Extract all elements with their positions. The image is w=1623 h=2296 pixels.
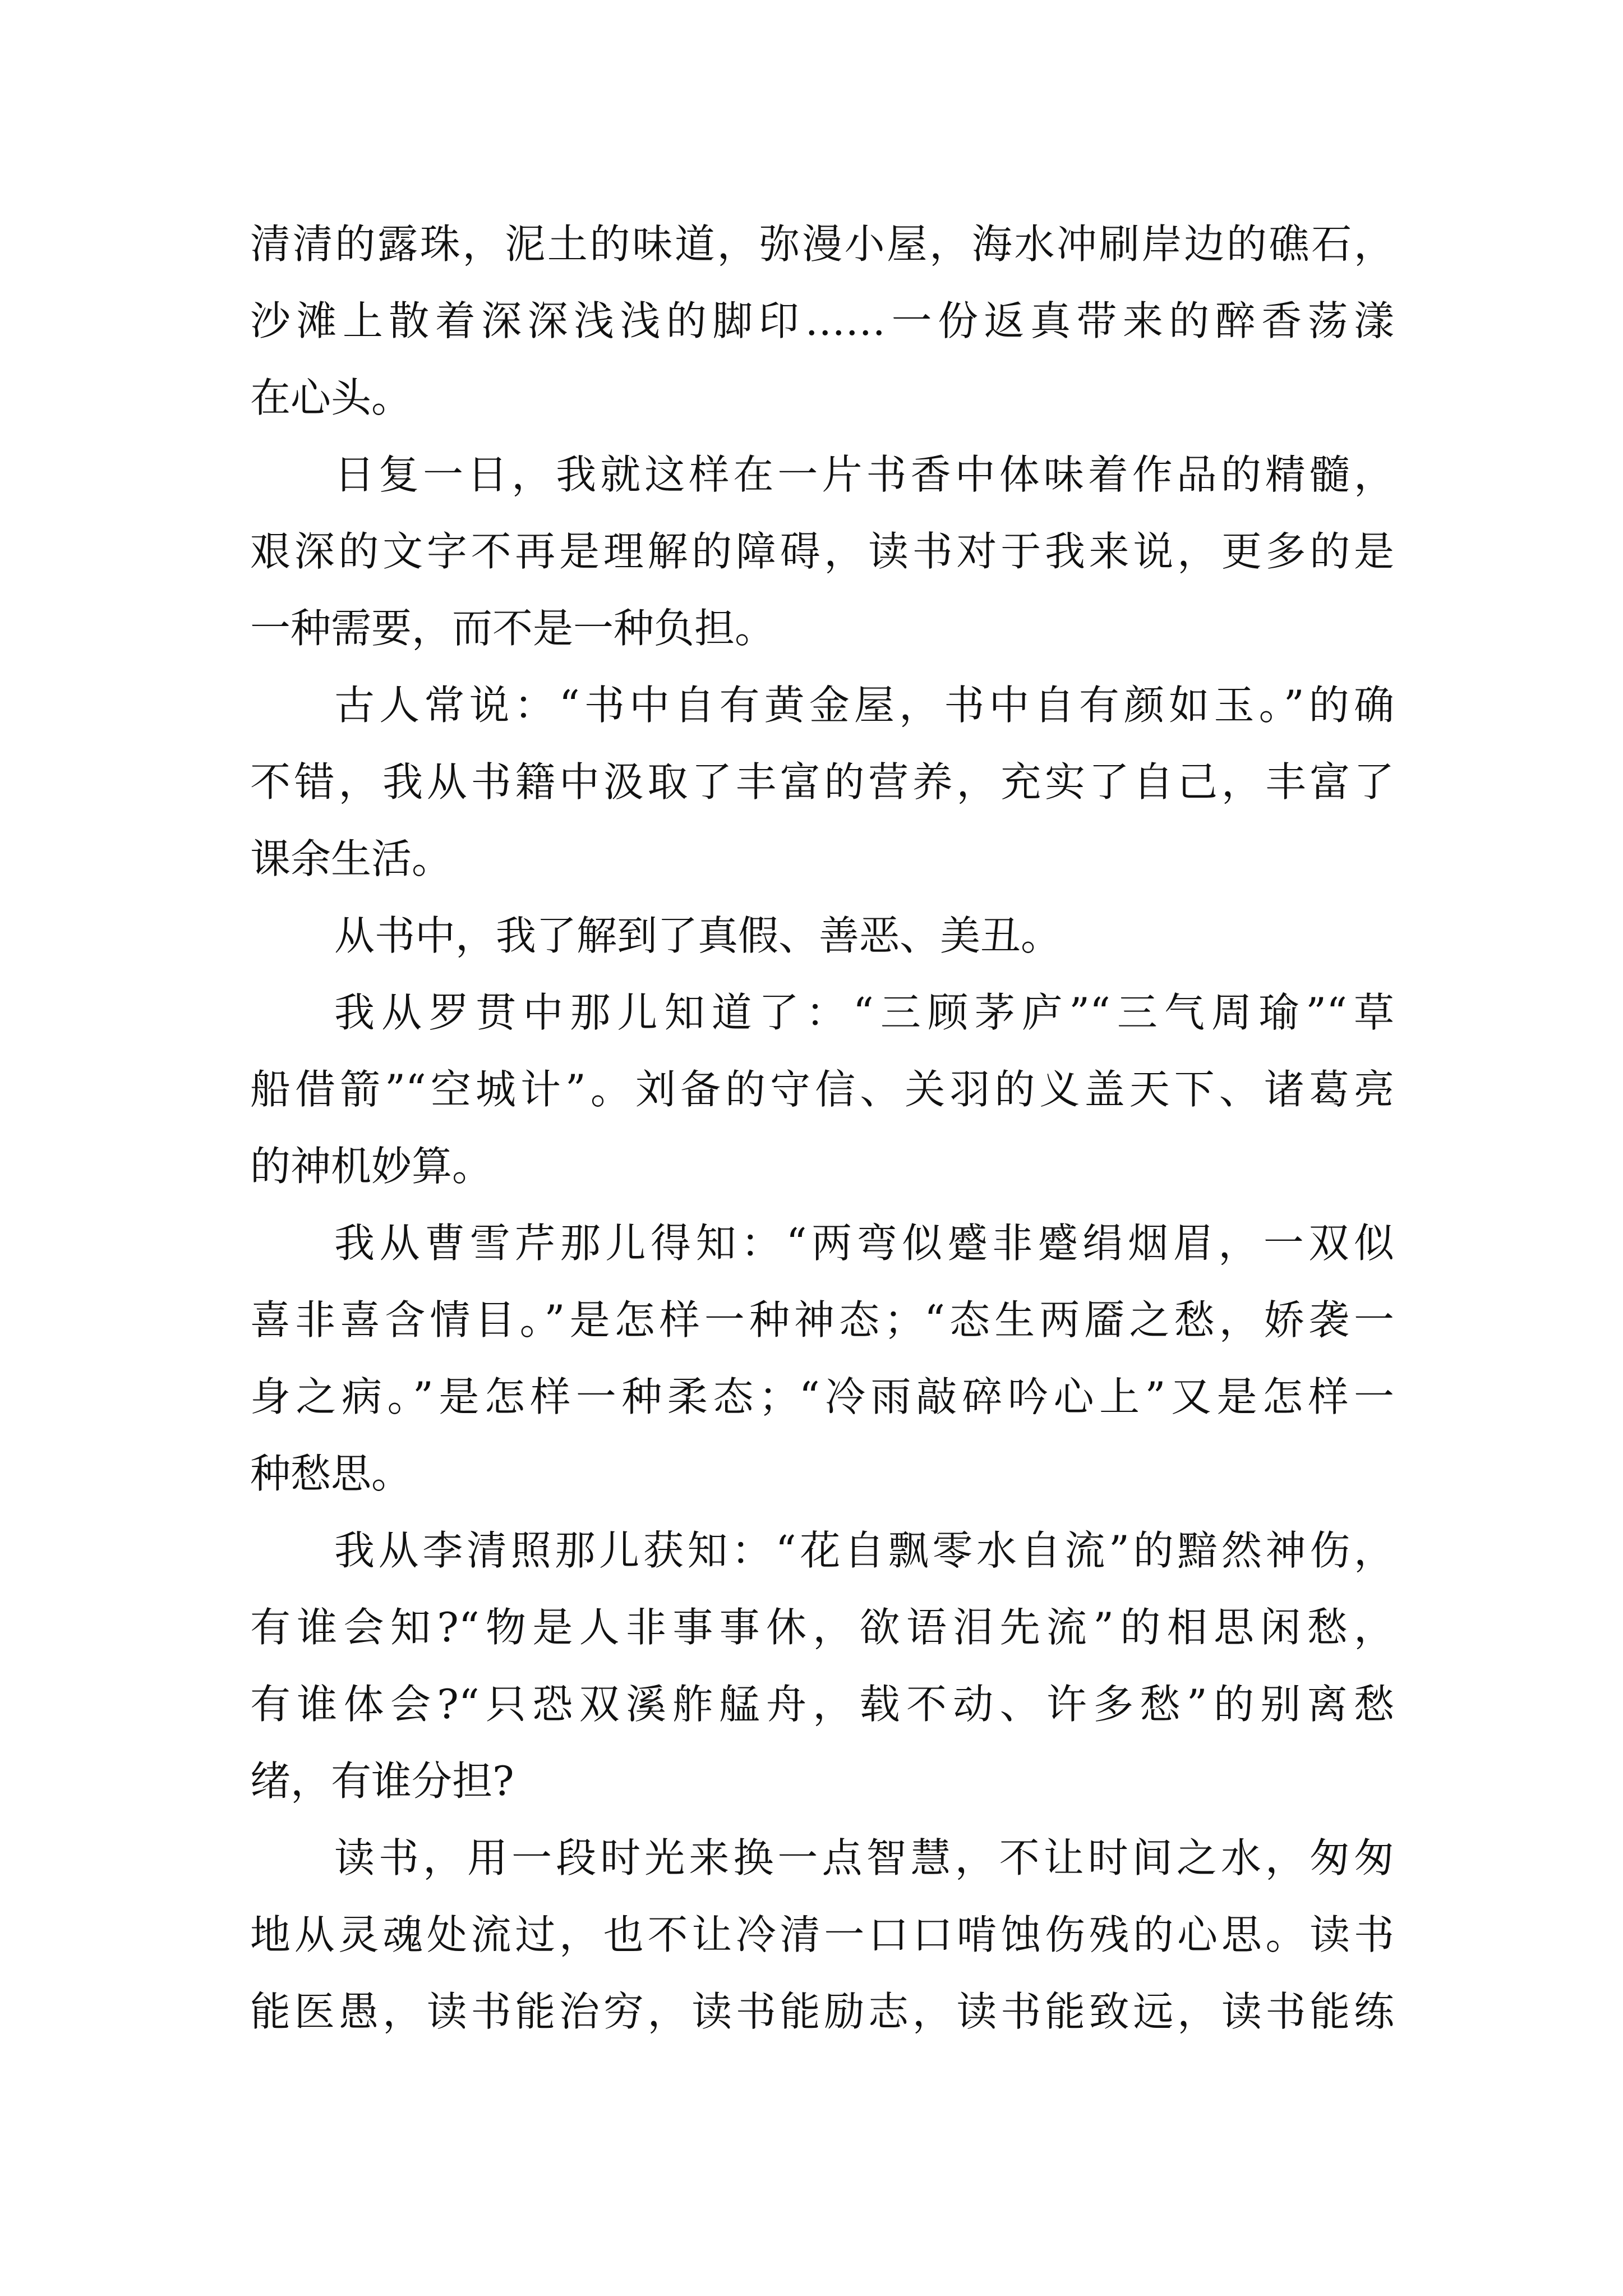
text-line: 读书，用一段时光来换一点智慧，不让时间之水，匆匆: [334, 1834, 1394, 1881]
text-line: 种愁思。: [250, 1450, 412, 1497]
text-line: 在心头。: [250, 374, 412, 421]
text-line: 古人常说：“书中自有黄金屋，书中自有颜如玉。”的确: [334, 682, 1394, 729]
text-line: 从书中，我了解到了真假、善恶、美丑。: [334, 912, 1062, 959]
text-line: 船借箭”“空城计”。刘备的守信、关羽的义盖天下、诸葛亮: [250, 1066, 1394, 1113]
text-line: 我从李清照那儿获知：“花自飘零水自流”的黯然神伤，: [334, 1527, 1394, 1574]
text-line: 绪，有谁分担?: [250, 1757, 514, 1805]
text-line: 艰深的文字不再是理解的障碍，读书对于我来说，更多的是: [250, 528, 1394, 575]
text-line: 的神机妙算。: [250, 1143, 493, 1190]
text-line: 日复一日，我就这样在一片书香中体味着作品的精髓，: [334, 451, 1394, 498]
text-line: 有谁体会?“只恐双溪舴艋舟，载不动、许多愁”的别离愁: [250, 1681, 1394, 1728]
text-line: 地从灵魂处流过，也不让冷清一口口啃蚀伤残的心思。读书: [250, 1911, 1394, 1958]
text-line: 我从罗贯中那儿知道了：“三顾茅庐”“三气周瑜”“草: [334, 989, 1394, 1036]
text-line: 一种需要，而不是一种负担。: [250, 605, 776, 652]
text-line: 能医愚，读书能治穷，读书能励志，读书能致远，读书能练: [250, 1988, 1394, 2035]
text-line: 我从曹雪芹那儿得知：“两弯似蹙非蹙绢烟眉，一双似: [334, 1220, 1394, 1267]
text-line: 不错，我从书籍中汲取了丰富的营养，充实了自己，丰富了: [250, 758, 1394, 806]
text-line: 清清的露珠，泥土的味道，弥漫小屋，海水冲刷岸边的礁石，: [250, 220, 1394, 268]
text-line: 有谁会知?“物是人非事事休，欲语泪先流”的相思闲愁，: [250, 1604, 1394, 1651]
text-line: 课余生活。: [250, 835, 453, 882]
text-line: 身之病。”是怎样一种柔态；“冷雨敲碎吟心上”又是怎样一: [250, 1373, 1394, 1420]
text-line: 喜非喜含情目。”是怎样一种神态；“态生两靥之愁，娇袭一: [250, 1296, 1394, 1343]
text-line: 沙滩上散着深深浅浅的脚印……一份返真带来的醉香荡漾: [250, 297, 1394, 344]
